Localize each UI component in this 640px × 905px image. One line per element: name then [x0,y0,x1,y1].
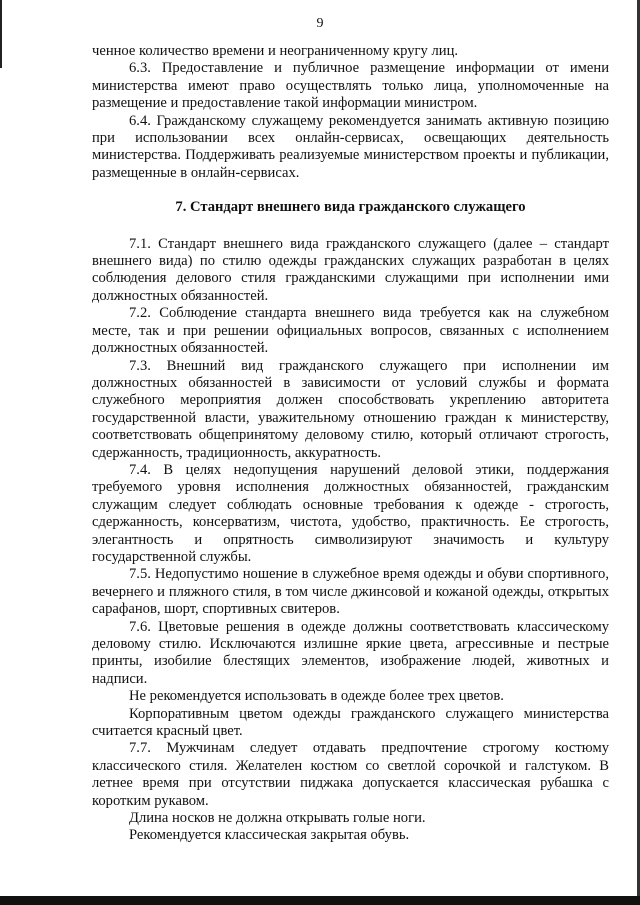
section-heading: 7. Стандарт внешнего вида гражданского служащего [175,199,526,216]
paragraph-socks: Длина носков не должна открывать голые ноги. [129,810,426,827]
paragraph-7-2: 7.2. Соблюдение стандарта внешнего вида требуется как на служебном месте, так и при решении официальных вопросов, связанных с исполнением должностных обязанностей. [92,305,609,357]
paragraph-shoes: Рекомендуется классическая закрытая обувь. [129,827,410,844]
paragraph-colors-limit: Не рекомендуется использовать в одежде более трех цветов. [129,688,504,705]
scan-edge-bottom [0,896,640,905]
document-body [92,43,609,845]
paragraph-7-7: 7.7. Мужчинам следует отдавать предпочтение строгому костюму классического стиля. Желателен костюм со светлой сорочкой и галстуком. В летнее время при отсутствии пиджака допускается классическая рубашка с коротким рукавом. [92,740,609,809]
scan-edge-left [0,0,2,68]
paragraph-6-3: 6.3. Предоставление и публичное размещение информации от имени министерства имеют право осуществлять только лица, уполномоченные на размещение и предоставление такой информации министром. [92,60,609,112]
paragraph-7-3: 7.3. Внешний вид гражданского служащего при исполнении им должностных обязанностей в зависимости от условий службы и формата служебного мероприятия должен способствовать укреплению авторитета государственной власти, уважительному отношению граждан к министерству, соответствовать общепринятому деловому стилю, который отличают строгость, сдержанность, традиционность, аккуратность. [92,357,609,461]
paragraph-7-5: 7.5. Недопустимо ношение в служебное время одежды и обуви спортивного, вечернего и пляжного стиля, в том числе джинсовой и кожаной одежды, открытых сарафанов, шорт, спортивных свитеров. [92,566,609,618]
paragraph-7-1: 7.1. Стандарт внешнего вида гражданского служащего (далее – стандарт внешнего вида) по стилю одежды гражданских служащих разработан в целях соблюдения делового стиля гражданскими служащими при исполнении ими должностных обязанностей. [92,235,609,304]
paragraph-corporate-color: Корпоративным цветом одежды гражданского служащего министерства считается красный цвет. [92,705,609,740]
paragraph-7-6: 7.6. Цветовые решения в одежде должны соответствовать классическому деловому стилю. Исключаются излишне яркие цвета, агрессивные и пестрые принты, изобилие блестящих элементов, изображение людей, животных и надписи. [92,618,609,687]
paragraph-7-4: 7.4. В целях недопущения нарушений деловой этики, поддержания требуемого уровня исполнения должностных обязанностей, гражданским служащим следует соблюдать основные требования к одежде - строгость, сдержанность, консерватизм, чистота, удобство, практичность. Ее строгость, элегантность и опрятность символизируют значимость и культуру государственной службы. [92,461,609,565]
page-number: 9 [316,16,324,31]
paragraph-continuation: ченное количество времени и неограниченному кругу лиц. [92,43,459,59]
paragraph-6-4: 6.4. Гражданскому служащему рекомендуется занимать активную позицию при использовании всех онлайн-сервисах, освещающих деятельность министерства. Поддерживать реализуемые министерством проекты и публикации, размещенные в онлайн-сервисах. [92,112,609,181]
